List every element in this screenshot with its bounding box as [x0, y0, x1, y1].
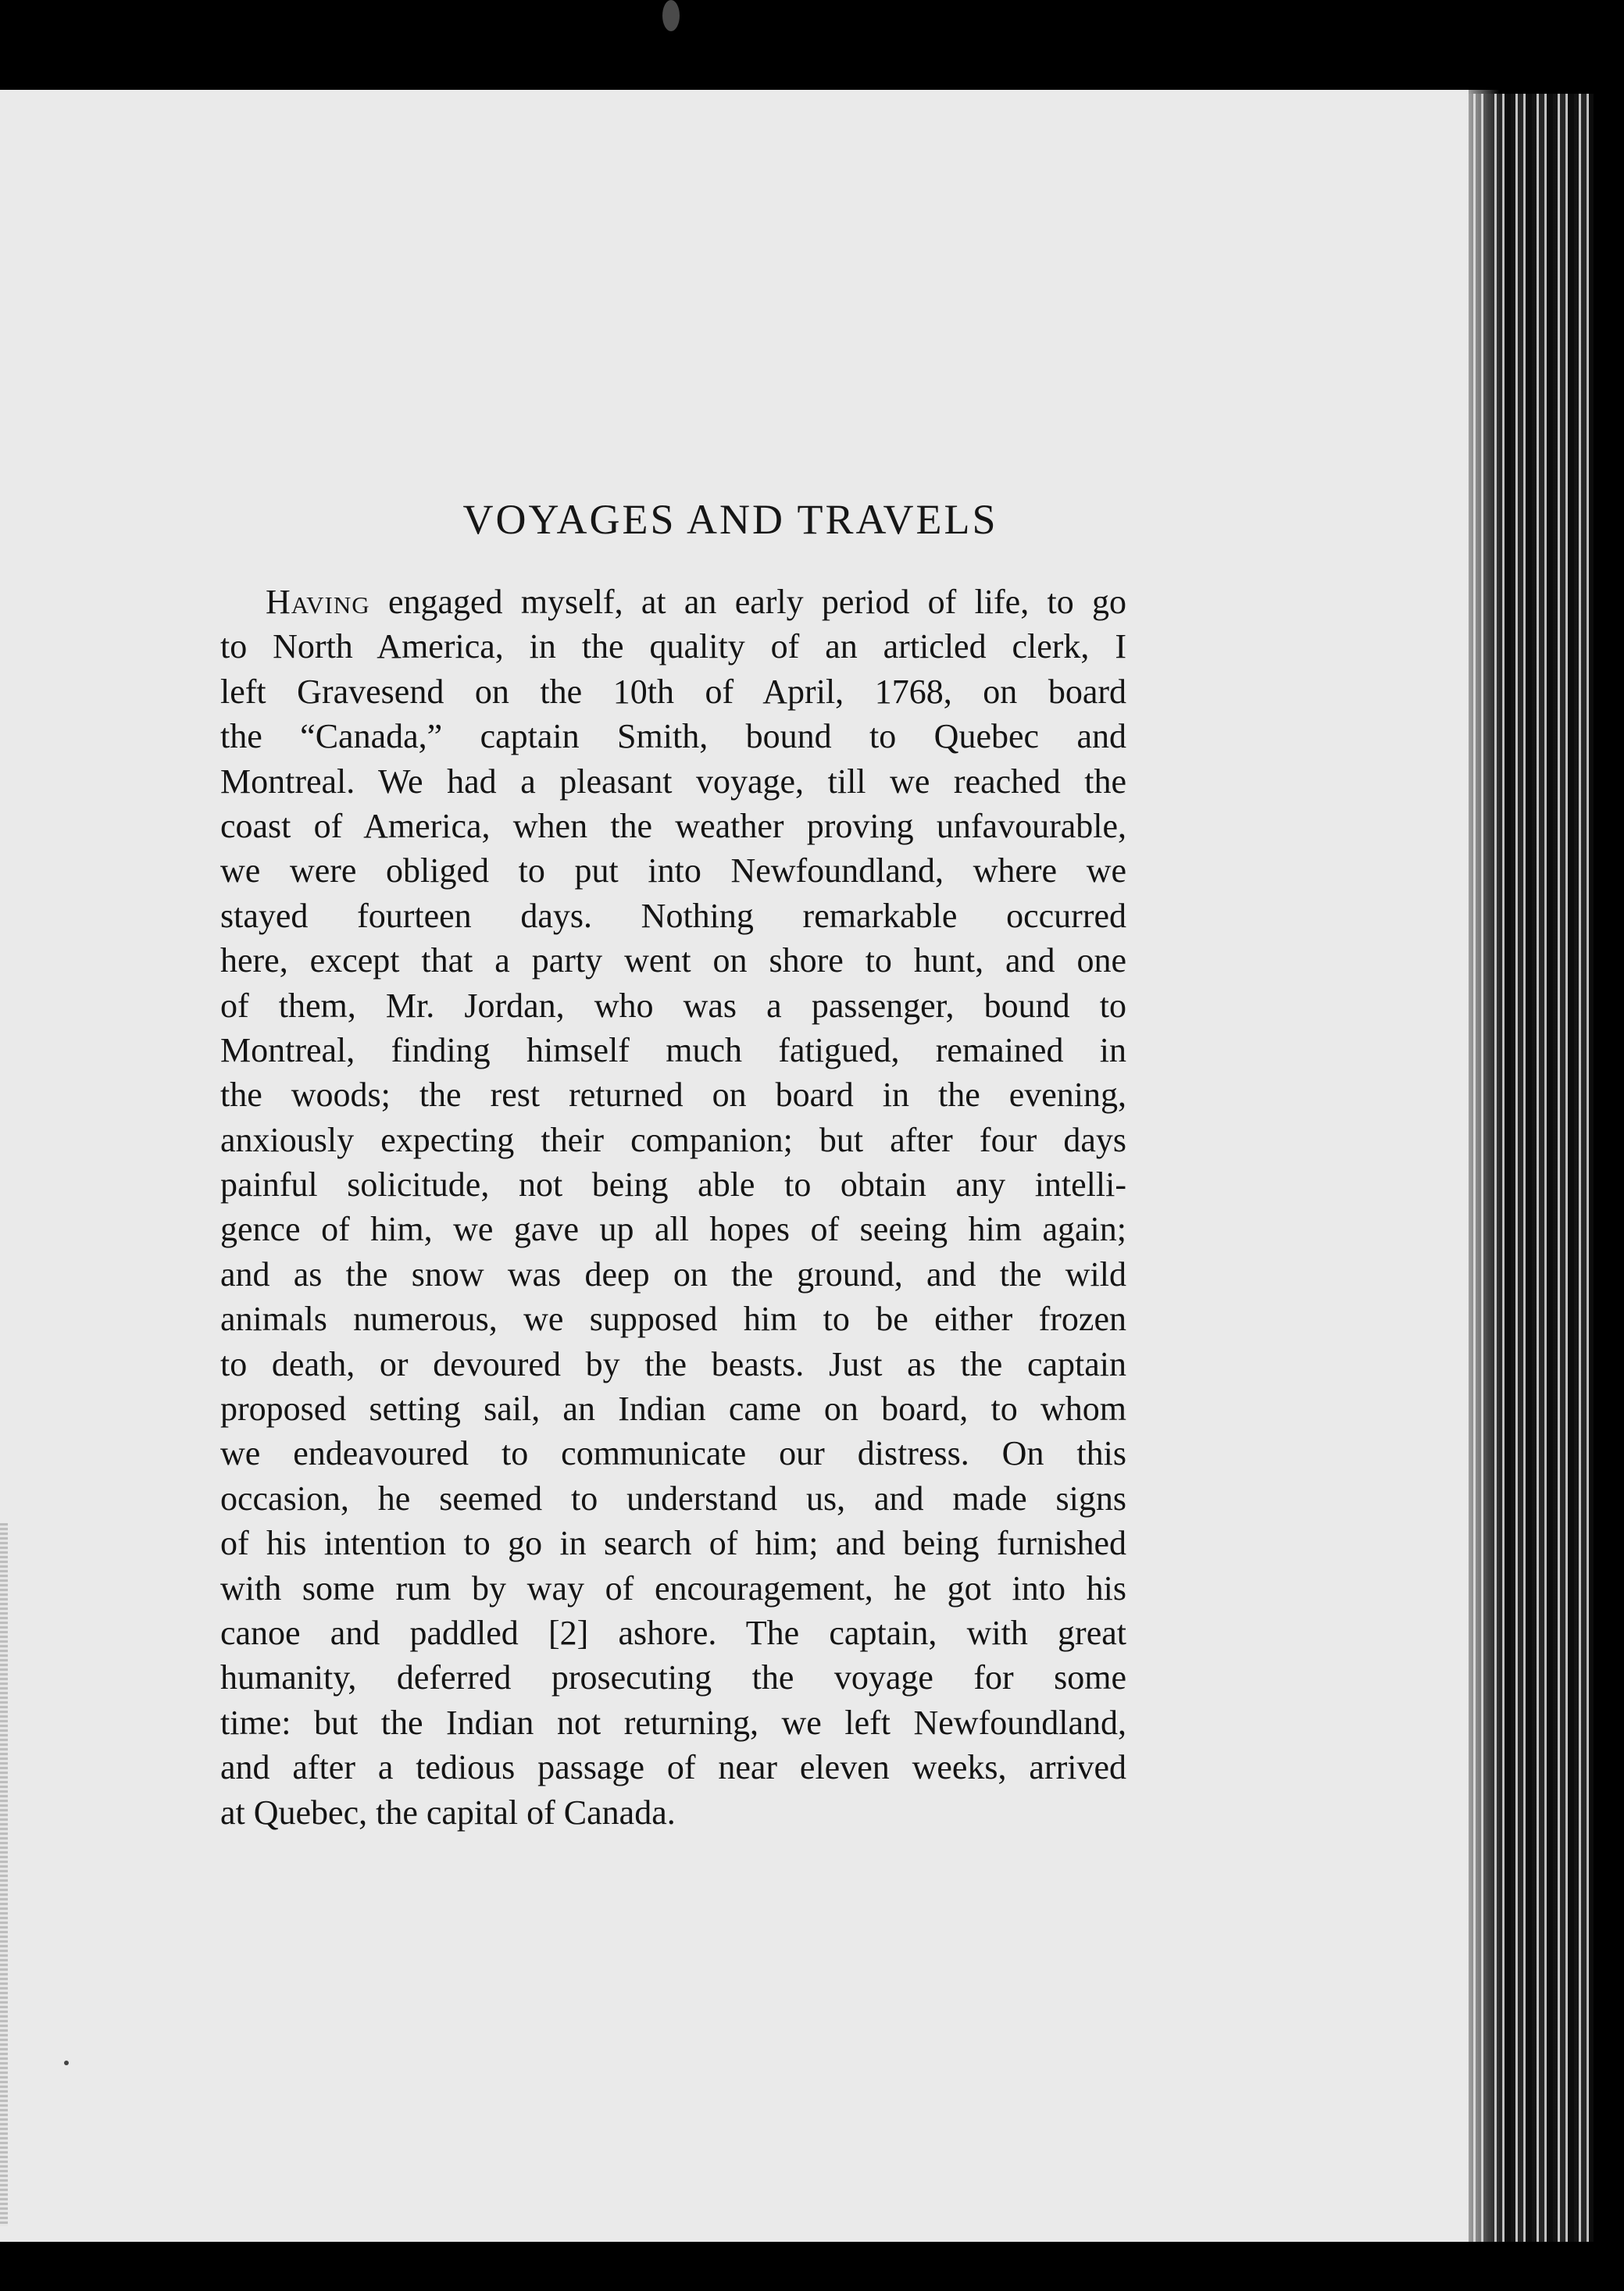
scan-artifact: [662, 0, 680, 31]
paragraph-line: occasion, he seemed to understand us, and made signs: [220, 1479, 1126, 1518]
paragraph-line: to North America, in the quality of an articled clerk, I: [220, 627, 1126, 666]
paragraph-lines: [220, 624, 1126, 1790]
paragraph-line: the “Canada,” captain Smith, bound to Quebec and: [220, 717, 1126, 756]
paragraph-line: proposed setting sail, an Indian came on board, to whom: [220, 1390, 1126, 1429]
paragraph-line: to death, or devoured by the beasts. Just as the captain: [220, 1344, 1126, 1383]
paragraph-last-line: at Quebec, the capital of Canada.: [220, 1793, 676, 1832]
paragraph-line: coast of America, when the weather proving unfavourable,: [220, 806, 1126, 845]
paragraph-line: left Gravesend on the 10th of April, 1768, on board: [220, 672, 1126, 711]
paragraph-line: time: but the Indian not returning, we left Newfoundland,: [220, 1703, 1126, 1742]
paragraph-line: we were obliged to put into Newfoundland, where we: [220, 851, 1126, 890]
body-paragraph: [220, 580, 1126, 1835]
paragraph-line: the woods; the rest returned on board in the evening,: [220, 1076, 1126, 1115]
paragraph-line: canoe and paddled [2] ashore. The captain, with great: [220, 1613, 1126, 1652]
paragraph-line: humanity, deferred prosecuting the voyage for some: [220, 1658, 1126, 1697]
paragraph-line: here, except that a party went on shore to hunt, and one: [220, 941, 1126, 980]
paragraph-line: with some rum by way of encouragement, he got into his: [220, 1568, 1126, 1608]
paragraph-line: Montreal, finding himself much fatigued, remained in: [220, 1030, 1126, 1069]
paragraph-line: of them, Mr. Jordan, who was a passenger, bound to: [220, 986, 1126, 1025]
first-line-text: engaged myself, at an early period of life, to go: [369, 583, 1126, 621]
paragraph-line: anxiously expecting their companion; but after four days: [220, 1120, 1126, 1159]
opening-word: Having: [266, 583, 370, 621]
scan-speck: [64, 2061, 69, 2065]
chapter-title: VOYAGES AND TRAVELS: [462, 496, 998, 543]
paragraph-line: gence of him, we gave up all hopes of seeing him again;: [220, 1210, 1126, 1249]
paragraph-line: of his intention to go in search of him; and being furnished: [220, 1524, 1126, 1563]
paragraph-line: painful solicitude, not being able to obtain any intelli-: [220, 1165, 1126, 1204]
paragraph-line: and after a tedious passage of near eleven weeks, arrived: [220, 1748, 1126, 1787]
paragraph-first-line: [220, 580, 1126, 624]
paragraph-line: Montreal. We had a pleasant voyage, till we reached the: [220, 762, 1126, 801]
paragraph-line: we endeavoured to communicate our distress. On this: [220, 1434, 1126, 1473]
paragraph-line: animals numerous, we supposed him to be either frozen: [220, 1300, 1126, 1339]
paragraph-line: and as the snow was deep on the ground, and the wild: [220, 1254, 1126, 1294]
page-left-edge: [0, 1523, 8, 2226]
paragraph-line: stayed fourteen days. Nothing remarkable occurred: [220, 896, 1126, 935]
page-edge-shadow: [1453, 90, 1500, 2242]
